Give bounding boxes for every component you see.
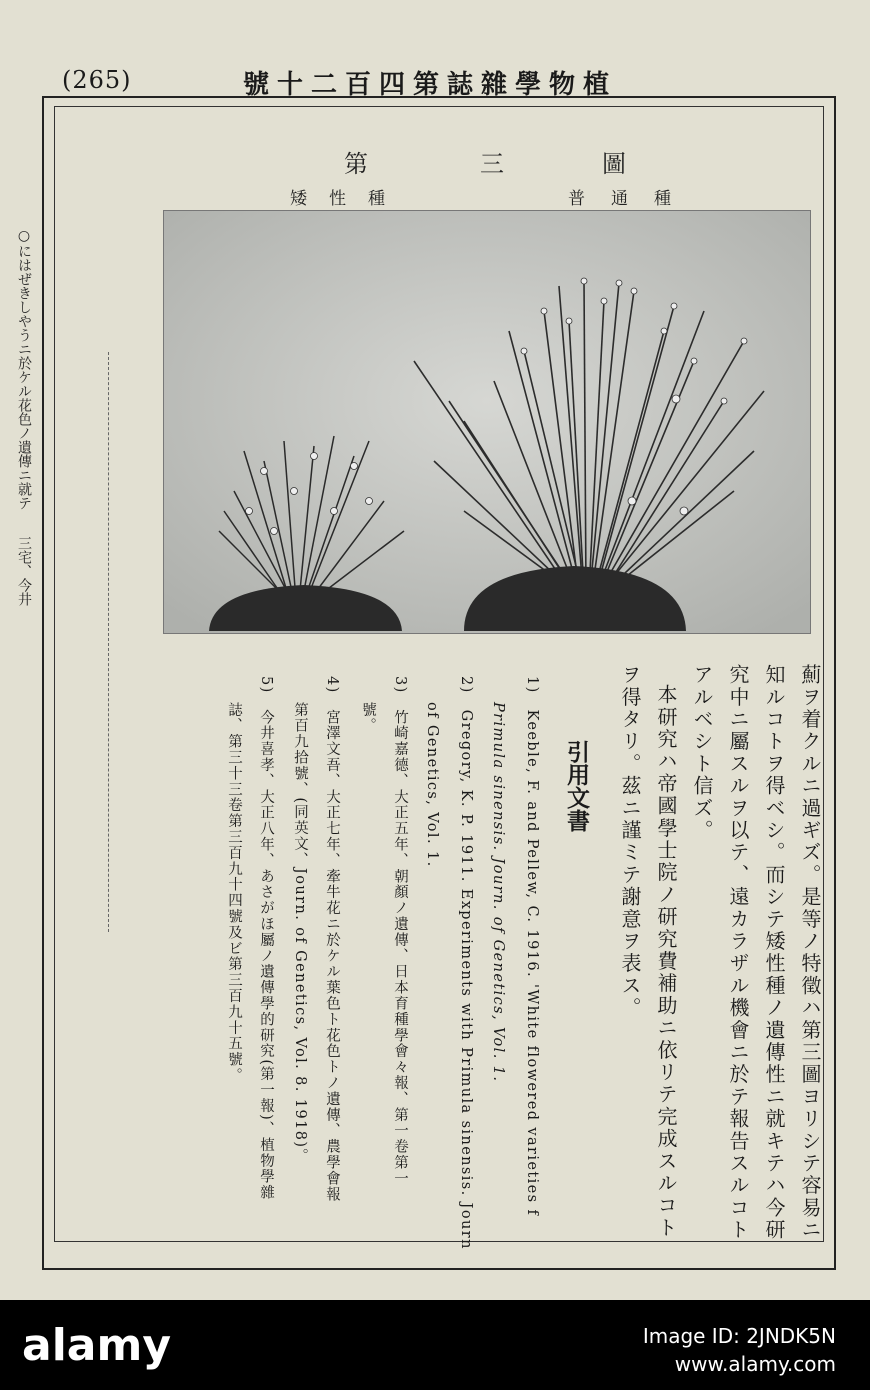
- watermark-url: www.alamy.com: [674, 1352, 836, 1376]
- body-line: 究中ニ屬スルヲ以テ、遠カラザル機會ニ於テ報告スルコト: [726, 664, 750, 1242]
- running-title-authors: 三宅、今井: [16, 536, 32, 607]
- figure-title-san: 三: [480, 150, 504, 178]
- plant-illustration: [164, 211, 810, 633]
- figure-title-zu: 圖: [602, 150, 626, 178]
- running-title-text: ○にはぜきしやうニ於ケル花色ノ遺傳ニ就テ: [16, 228, 32, 510]
- watermark-image-id: Image ID: 2JNDK5N: [642, 1324, 836, 1348]
- reference-line: Primula sinensis. Journ. of Genetics, Vol. 1.: [490, 702, 506, 1083]
- reference-line: 5) 今井喜孝、大正八年、あさがほ屬ノ遺傳學的研究(第一報)、植物學雜: [258, 676, 274, 1201]
- body-line: 本研究ハ帝國學士院ノ研究費補助ニ依リテ完成スルコト: [654, 684, 678, 1239]
- reference-line: of Genetics, Vol. 1.: [424, 702, 440, 868]
- figure-title-dai: 第: [344, 150, 368, 178]
- body-line: ヲ得タリ。茲ニ謹ミテ謝意ヲ表ス。: [618, 664, 642, 1020]
- journal-header: 植物學雜誌第四百二十號: [242, 70, 617, 100]
- references-heading: 引用文書: [563, 740, 590, 832]
- watermark-logo: alamy: [22, 1320, 171, 1371]
- body-line: 知ルコトヲ得ベシ。而シテ矮性種ノ遺傳性ニ就キテハ今研: [762, 664, 786, 1242]
- running-title: [14, 228, 34, 606]
- label-normal-variety: 普通種: [568, 189, 697, 209]
- reference-line: 1) Keeble, F. and Pellew, C. 1916. 'White flowered varieties f: [524, 676, 540, 1217]
- reference-line: 2) Gregory, K. P. 1911. Experiments with Primula sinensis. Journ: [458, 676, 474, 1250]
- body-line: アルベシト信ズ。: [690, 664, 714, 842]
- page-number: (265): [62, 66, 132, 94]
- reference-line: 3) 竹崎嘉德、大正五年、朝顏ノ遺傳、日本育種學會々報、第一卷第一: [392, 676, 408, 1187]
- plant-photograph: [163, 210, 811, 634]
- margin-divider: [108, 352, 109, 932]
- label-dwarf-variety: 矮性種: [290, 189, 407, 209]
- reference-line: 誌、第三十三卷第三百九十四號及ビ第三百九十五號。: [226, 702, 242, 1084]
- body-line: 薊ヲ着クルニ過ギズ。是等ノ特徵ハ第三圖ヨリシテ容易ニ: [798, 664, 822, 1242]
- reference-line: 4) 宮澤文吾、大正七年、牽牛花ニ於ケル葉色ト花色トノ遺傳、農學會報: [324, 676, 340, 1203]
- reference-line: 號。: [360, 702, 376, 734]
- reference-line: 第百九拾號、(同英文、Journ. of Genetics, Vol. 8. 1918)。: [292, 702, 308, 1165]
